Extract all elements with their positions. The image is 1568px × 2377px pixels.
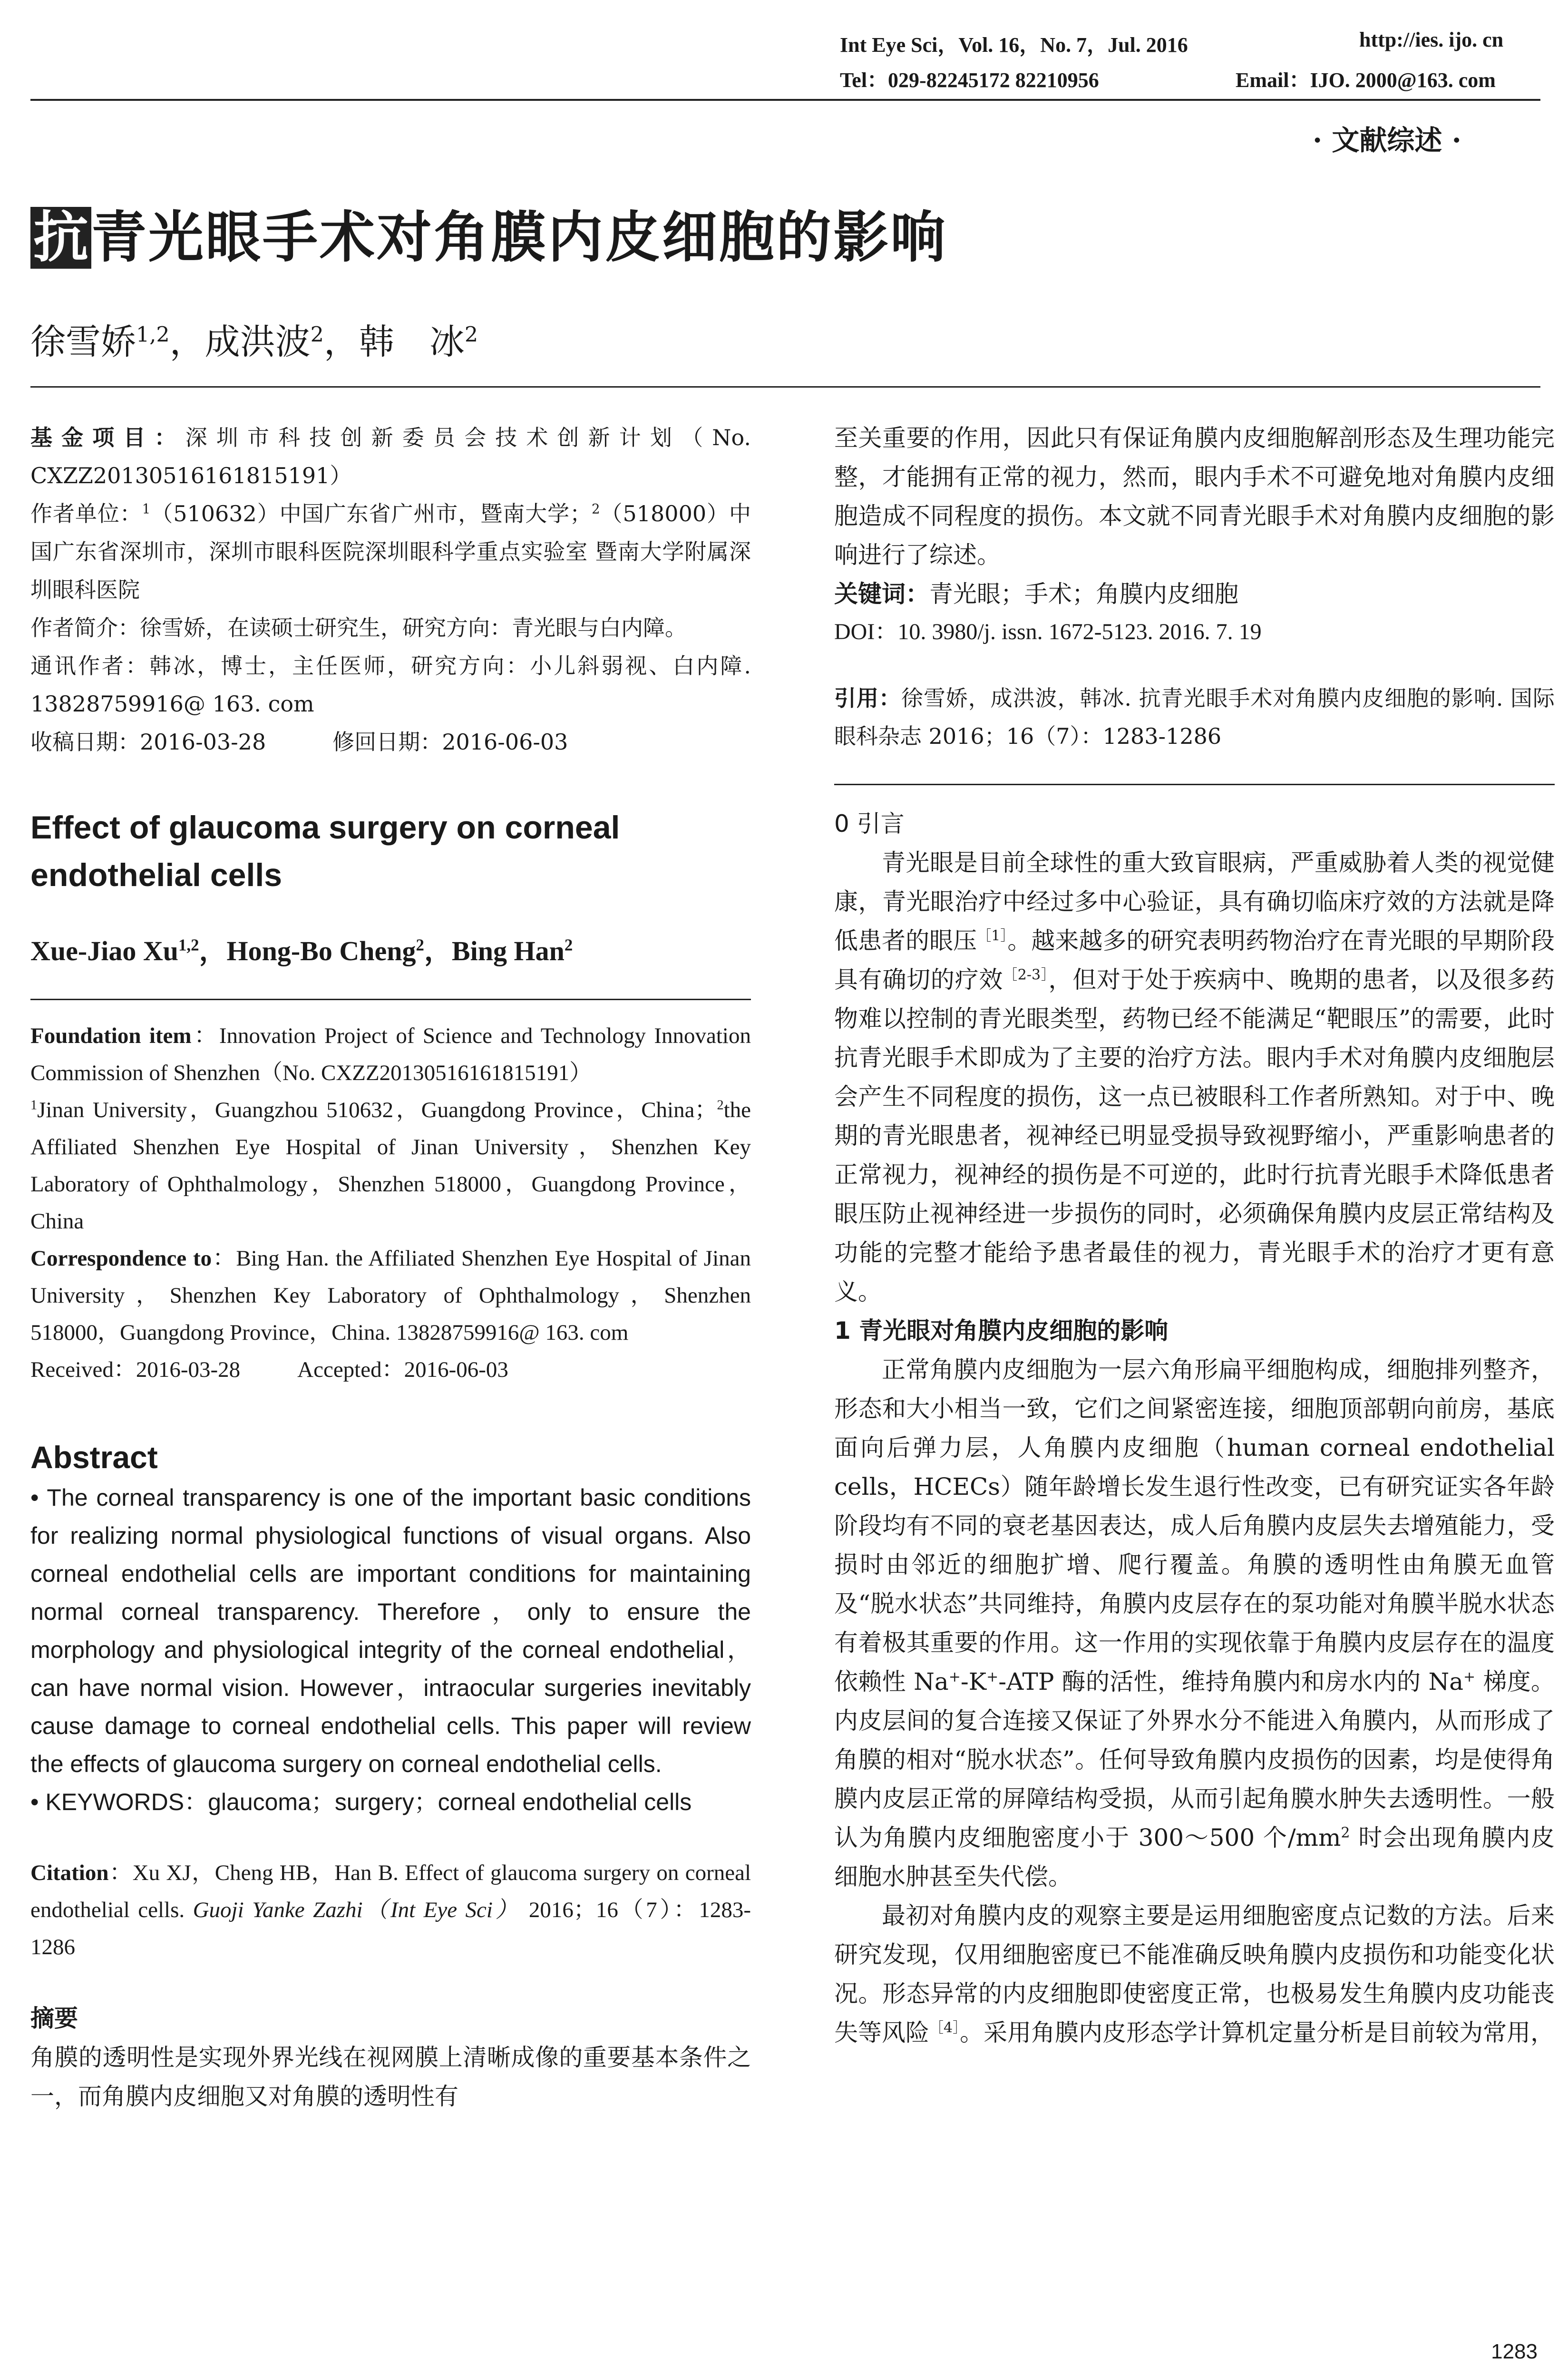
author-1-affil: 1,2 bbox=[136, 322, 170, 347]
abstract-en: • The corneal transparency is one of the important basic conditions for realizing normal physiological functions of visual organs. Also corneal endothelial cells are important conditions for maintaining normal corneal transparency. Therefore，only to ensure the morphology and physiological integrity of the corneal endothelial，can have normal vision. However，intraocular surgeries inevitably cause damage to corneal endothelial cells. This paper will review the effects of glaucoma surgery on corneal endothelial cells. • KEYWORDS：glaucoma；surgery；corneal endothelial cells bbox=[30, 1479, 751, 1821]
journal-url: http://ies. ijo. cn bbox=[1359, 28, 1504, 51]
journal-email: Email：IJO. 2000@163. com bbox=[1236, 68, 1496, 92]
keywords-en: • KEYWORDS：glaucoma；surgery；corneal endothelial cells bbox=[30, 1789, 692, 1815]
authors-cn bbox=[30, 314, 478, 364]
left-column bbox=[30, 419, 751, 2116]
doi: DOI：10. 3980/j. issn. 1672-5123. 2016. 7. 19 bbox=[834, 619, 1262, 644]
abstract-heading: Abstract bbox=[30, 1440, 158, 1475]
author-3: 韩 冰 bbox=[359, 321, 465, 362]
section-1-paragraph-1: 正常角膜内皮细胞为一层六角形扁平细胞构成，细胞排列整齐，形态和大小相当一致，它们之间紧密连接，细胞顶部朝向前房，基底面向后弹力层，人角膜内皮细胞（human corneal endothelial cells，HCECs）随年龄增长发生退行性改变，已有研究证实各年龄阶段均有不同的衰老基因表达，成人后角膜内皮层失去增殖能力，受损时由邻近的细胞扩增、爬行覆盖。角膜的透明性由角膜无血管及“脱水状态”共同维持，角膜内皮层存在的泵功能对角膜半脱水状态有着极其重要的作用。这一作用的实现依靠于角膜内皮层存在的温度依赖性 Na+-K+-ATP 酶的活性，维持角膜内和房水内的 Na+ 梯度。内皮层间的复合连接又保证了外界水分不能进入角膜内，从而形成了角膜的相对“脱水状态”。任何导致角膜内皮损伤的因素，均是使得角膜内皮层正常的屏障结构受损，从而引起角膜水肿失去透明性。一般认为角膜内皮细胞密度小于 300～500 个$/mm^2$ 时会出现角膜内皮细胞水肿甚至失代偿。 bbox=[834, 1356, 1555, 1890]
title-text: 青光眼手术对角膜内皮细胞的影响 bbox=[91, 205, 947, 270]
journal-citation-line: Int Eye Sci，Vol. 16，No. 7，Jul. 2016 bbox=[840, 33, 1188, 57]
section-0-paragraph: 青光眼是目前全球性的重大致盲眼病，严重威胁着人类的视觉健康，青光眼治疗中经过多中心验证，具有确切临床疗效的方法就是降低患者的眼压$^{[1]}$。越来越多的研究表明药物治疗在青光眼的早期阶段具有确切的疗效$^{[2-3]}$，但对于处于疾病中、晚期的患者，以及很多药物难以控制的青光眼类型，药物已经不能满足“靶眼压”的需要，此时抗青光眼手术即成为了主要的治疗方法。眼内手术对角膜内皮细胞层会产生不同程度的损伤，这一点已被眼科工作者所熟知。对于中、晚期的青光眼患者，视神经已明显受损导致视野缩小，严重影响患者的正常视力，视神经的损伤是不可逆的，此时行抗青光眼手术降低患者眼压防止视神经进一步损伤的同时，必须确保角膜内皮层正常结构及功能的完整才能给予患者最佳的视力，青光眼手术的治疗才更有意义。 bbox=[834, 849, 1555, 1305]
author-sep: ， bbox=[169, 321, 205, 362]
section-0-heading: 0 引言 bbox=[834, 810, 905, 838]
article-title bbox=[30, 200, 947, 276]
affiliation-en: $^1$Jinan University，Guangzhou 510632，Guangdong Province，China；$^2$the Affiliated Shenzhen Eye Hospital of Jinan University，Shenzhen Key Laboratory of Ophthalmology，Shenzhen 518000，Guangdong Province，China bbox=[30, 1098, 751, 1234]
section-1-heading: 1 青光眼对角膜内皮细胞的影响 bbox=[834, 1317, 1169, 1344]
right-info-rule bbox=[834, 784, 1555, 785]
citation-cn: 引用：徐雪娇，成洪波，韩冰. 抗青光眼手术对角膜内皮细胞的影响. 国际眼科杂志 2016；16（7）：1283-1286 bbox=[834, 685, 1555, 749]
journal-tel: Tel：029-82245172 82210956 bbox=[840, 68, 1099, 92]
english-title: Effect of glaucoma surgery on corneal endothelial cells bbox=[30, 809, 620, 893]
citation-en: Citation：Xu XJ，Cheng HB，Han B. Effect of glaucoma surgery on corneal endothelial cells. Guoji Yanke Zazhi（Int Eye Sci） 2016；16（7）：1283-1286 bbox=[30, 1861, 751, 1959]
header-rule bbox=[30, 99, 1540, 101]
column-label: · 文献综述 · bbox=[1313, 124, 1461, 156]
article-info-block bbox=[30, 419, 751, 761]
author-sep: ， bbox=[323, 321, 359, 362]
page-number: 1283 bbox=[1491, 2340, 1538, 2363]
foundation-cn: 基金项目：深圳市科技创新委员会技术创新计划（No. CXZZ20130516161815191） bbox=[30, 425, 751, 488]
correspondence-en: Correspondence to：Bing Han. the Affiliated Shenzhen Eye Hospital of Jinan University，Shenzhen Key Laboratory of Ophthalmology，Shenzhen 518000，Guangdong Province，China. 13828759916@ 163. com bbox=[30, 1246, 751, 1345]
abstract-cn-continued: 至关重要的作用，因此只有保证角膜内皮细胞解剖形态及生理功能完整，才能拥有正常的视力，然而，眼内手术不可避免地对角膜内皮细胞造成不同程度的损伤。本文就不同青光眼手术对角膜内皮细胞的影响进行了综述。 bbox=[834, 424, 1555, 569]
dates-cn: 收稿日期：2016-03-28 修回日期：2016-06-03 bbox=[30, 729, 568, 755]
affiliation-cn: 作者单位：$^1$（510632）中国广东省广州市，暨南大学；$^2$（518000）中国广东省深圳市，深圳市眼科医院深圳眼科学重点实验室 暨南大学附属深圳眼科医院 bbox=[30, 501, 751, 603]
title-first-char: 抗 bbox=[30, 207, 91, 269]
right-column bbox=[834, 419, 1555, 2052]
abstract-cn-heading: 摘要 bbox=[30, 2005, 78, 2032]
author-bio-cn: 作者简介：徐雪娇，在读硕士研究生，研究方向：青光眼与白内障。 bbox=[30, 615, 687, 641]
title-rule bbox=[30, 386, 1540, 388]
section-1-paragraph-2: 最初对角膜内皮的观察主要是运用细胞密度点记数的方法。后来研究发现，仅用细胞密度已不能准确反映角膜内皮损伤和功能变化状况。形态异常的内皮细胞即使密度正常，也极易发生角膜内皮功能丧失等风险$^{[4]}$。采用角膜内皮形态学计算机定量分析是目前较为常用， bbox=[834, 1902, 1555, 2046]
reference-1: ［1］ bbox=[977, 927, 1008, 945]
author-2: 成洪波 bbox=[205, 321, 311, 362]
english-authors: Xue-Jiao Xu$^{1,2}$，Hong-Bo Cheng$^2$，Bing Han$^2$ bbox=[30, 935, 573, 966]
correspondence-cn: 通讯作者：韩冰，博士，主任医师，研究方向：小儿斜弱视、白内障. 13828759916@ 163. com bbox=[30, 653, 751, 717]
dates-en: Received：2016-03-28 Accepted：2016-06-03 bbox=[30, 1357, 508, 1382]
keywords-cn: 关键词：青光眼；手术；角膜内皮细胞 bbox=[834, 580, 1238, 608]
foundation-en: Foundation item：Innovation Project of Science and Technology Innovation Commission of Shenzhen（No. CXZZ20130516161815191） bbox=[30, 1023, 751, 1085]
author-3-affil: 2 bbox=[464, 322, 478, 347]
reference-4: ［4］ bbox=[929, 2019, 960, 2036]
author-1: 徐雪娇 bbox=[30, 321, 136, 362]
reference-2-3: ［2-3］ bbox=[1003, 966, 1049, 984]
abstract-cn: 角膜的透明性是实现外界光线在视网膜上清晰成像的重要基本条件之一，而角膜内皮细胞又对角膜的透明性有 bbox=[30, 2044, 751, 2110]
english-info-block bbox=[30, 999, 751, 1388]
author-2-affil: 2 bbox=[310, 322, 324, 347]
